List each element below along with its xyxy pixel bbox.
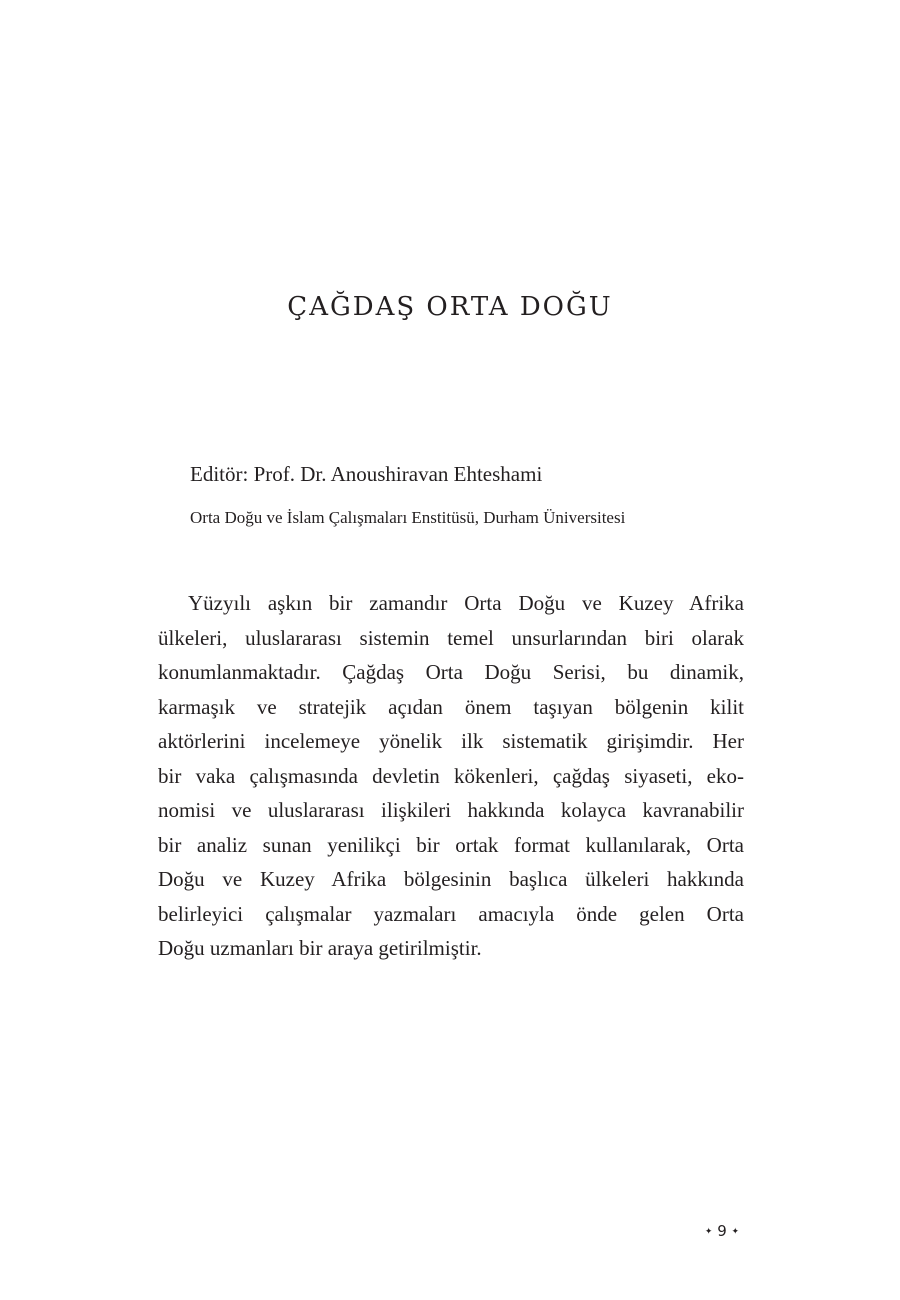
institute-line: Orta Doğu ve İslam Çalışmaları Enstitüsü, Durham Üniversitesi bbox=[190, 508, 626, 527]
body-line: Doğu ve Kuzey Afrika bölgesinin başlıca ülkeleri hakkında bbox=[158, 867, 744, 891]
body-line: bir analiz sunan yenilikçi bir ortak format kullanılarak, Orta bbox=[158, 832, 744, 857]
series-description bbox=[158, 586, 744, 966]
folio-ornament-icon: ✦ bbox=[731, 1227, 740, 1237]
page-number: 9 bbox=[717, 1222, 727, 1240]
body-line: konumlanmaktadır. Çağdaş Orta Doğu Serisi, bu dinamik, bbox=[158, 660, 744, 684]
editor-line: Editör: Prof. Dr. Anoushiravan Ehteshami bbox=[190, 462, 543, 486]
body-line: ülkeleri, uluslararası sistemin temel unsurlarından biri olarak bbox=[158, 625, 744, 650]
body-line: aktörlerini incelemeye yönelik ilk sistematik girişimdir. Her bbox=[158, 729, 744, 753]
body-line: nomisi ve uluslararası ilişkileri hakkında kolayca kavranabilir bbox=[158, 798, 744, 822]
body-line: bir vaka çalışmasında devletin kökenleri, çağdaş siyaseti, eko- bbox=[158, 763, 744, 788]
folio-ornament-icon: ✦ bbox=[704, 1227, 713, 1237]
body-line: Yüzyılı aşkın bir zamandır Orta Doğu ve Kuzey Afrika bbox=[188, 591, 744, 615]
body-line: belirleyici çalışmalar yazmaları amacıyla önde gelen Orta bbox=[158, 901, 744, 926]
series-title: ÇAĞDAŞ ORTA DOĞU bbox=[287, 292, 613, 322]
body-line: Doğu uzmanları bir araya getirilmiştir. bbox=[158, 936, 482, 960]
body-line: karmaşık ve stratejik açıdan önem taşıyan bölgenin kilit bbox=[158, 694, 744, 719]
page-folio bbox=[700, 1222, 744, 1240]
